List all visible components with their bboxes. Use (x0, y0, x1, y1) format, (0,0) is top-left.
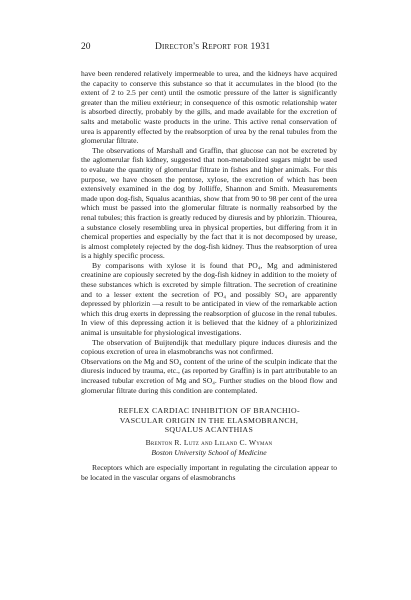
article-authors: Brenton R. Lutz and Leland C. Wyman (145, 437, 273, 447)
article-title-line: VASCULAR ORIGIN IN THE ELASMOBRANCH, (119, 415, 299, 425)
paragraph: The observations of Marshall and Graffin, that glucose can not be excreted by the aglomerular fish kidney, suggested that non-metabolized sugars might be used to evaluate the quantity of glomerular filtrate in fishes and higher animals. For this purpose, we have chosen the pentose, xylose, the excretion of which has been extensively examined in the dog by Jolliffe, Shannon and Smith. Measurements made upon dog-fish, Squalus acanthias, show that from 90 to 98 per cent of the urea which must be passed into the glomerular filtrate is normally reabsorbed by the renal tubules; this fraction is greatly reduced by diuresis and by phlorizin. Thiourea, a substance closely resembling urea in physical properties, but differing from it in chemical properties and especially by the fact that it is not decomposed by urease, is almost completely rejected by the dog-fish kidney. Thus the reabsorption of urea is a highly specific process. (81, 145, 337, 261)
report-body (81, 69, 337, 395)
paragraph: Receptors which are especially important in regulating the circulation appear to be located in the vascular organs of elasmobranchs (81, 462, 337, 482)
paragraph: have been rendered relatively impermeable to urea, and the kidneys have acquired the capacity to conserve this substance so that it accumulates in the blood (to the extent of 2 to 2.5 per cent) until the osmotic pressure of the latter is significantly greater than the milieu extérieur; in consequence of this osmotic relationship water is absorbed directly, probably by the gills, and made available for the excretion of salts and metabolic waste products in the urine. This active renal conservation of urea is apparently effected by the reabsorption of urea by the renal tubules from the glomerular filtrate. (81, 69, 337, 146)
paragraph: Observations on the Mg and SO₄ content of the urine of the sculpin indicate that the diuresis induced by trauma, etc., (as reported by Graffin) is in part attributable to an increased tubular excretion of Mg and SO₄. Further studies on the blood flow and glomerular filtrate during this condition are contemplated. (81, 356, 337, 395)
article-title-line: REFLEX CARDIAC INHIBITION OF BRANCHIO- (118, 406, 300, 416)
running-head (81, 42, 337, 56)
article-title (81, 406, 337, 435)
paragraph: The observation of Buijtendijk that medullary piqure induces diuresis and the copious excretion of urea in elasmobranchs was not confirmed. (81, 337, 337, 357)
article-institution: Boston University School of Medicine (151, 447, 267, 457)
article-body (81, 463, 337, 482)
paragraph: By comparisons with xylose it is found that PO₄, Mg and administered creatinine are copiously secreted by the dog-fish kidney in addition to the moiety of these substances which is excreted by simple filtration. The secretion of creatinine and to a lesser extent the secretion of PO₄ and possibly SO₄ are apparently depressed by phlorizin —a result to be anticipated in view of the remarkable action which this drug exerts in depressing the reabsorption of glucose in the renal tubules. In view of this depressing action it is believed that the kidney of a phlorizinized animal is unsuitable for physiological investigations. (81, 260, 337, 338)
running-title: Director's Report for 1931 (155, 42, 271, 52)
article-title-line: SQUALUS ACANTHIAS (164, 425, 254, 435)
page-number: 20 (81, 42, 91, 52)
